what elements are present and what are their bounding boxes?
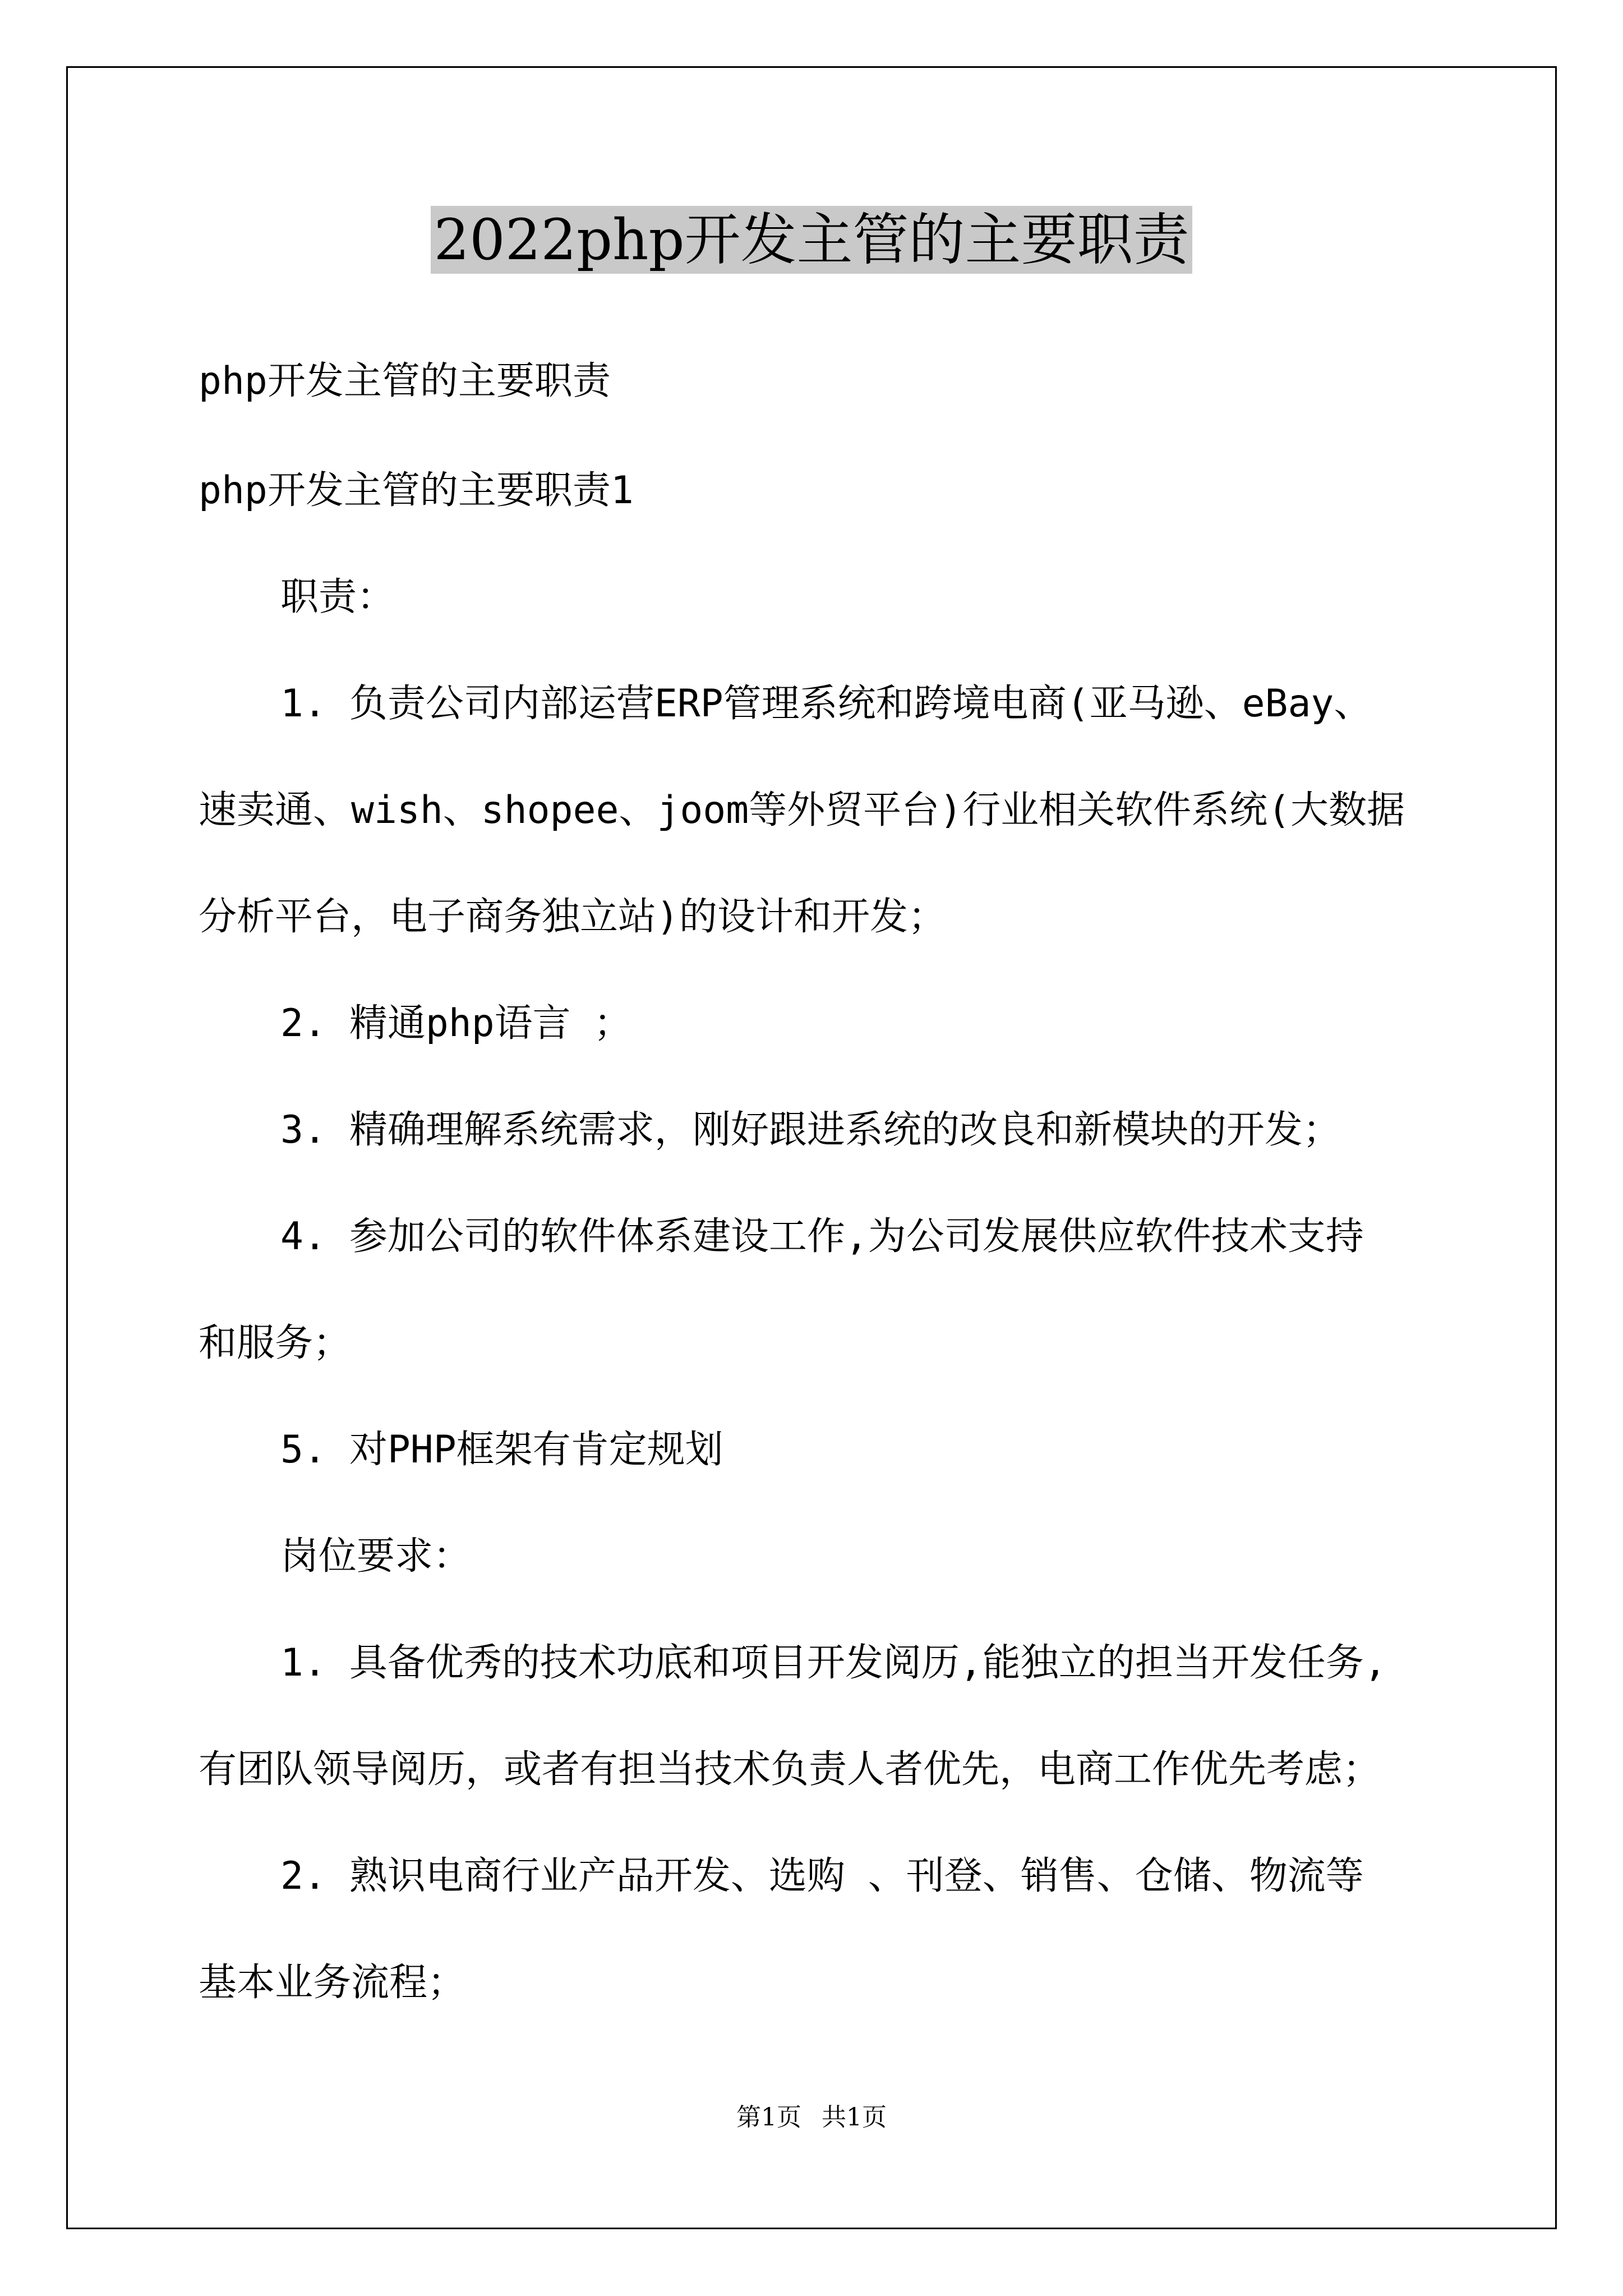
- doc-line: 基本业务流程；: [199, 1961, 466, 2005]
- page-number-current: 第1页: [736, 2103, 801, 2132]
- doc-line: 分析平台，电子商务独立站)的设计和开发；: [199, 895, 946, 939]
- page-footer: [0, 2101, 1623, 2134]
- doc-line: 5. 对PHP框架有肯定规划: [280, 1428, 723, 1472]
- doc-line: 有团队领导阅历，或者有担当技术负责人者优先，电商工作优先考虑；: [199, 1747, 1381, 1792]
- doc-line: 速卖通、wish、shopee、joom等外贸平台)行业相关软件系统(大数据: [199, 788, 1405, 832]
- doc-line-heading: php开发主管的主要职责: [199, 359, 611, 403]
- doc-line: 4. 参加公司的软件体系建设工作,为公司发展供应软件技术支持: [280, 1214, 1364, 1259]
- doc-line: 1. 具备优秀的技术功底和项目开发阅历,能独立的担当开发任务,: [280, 1641, 1387, 1685]
- doc-line-section-requirements: 岗位要求：: [280, 1534, 472, 1579]
- document-title: [0, 201, 1623, 279]
- title-text: 2022php开发主管的主要职责: [431, 206, 1193, 274]
- doc-line: 3. 精确理解系统需求，刚好跟进系统的改良和新模块的开发；: [280, 1108, 1341, 1152]
- page-number-total: 共1页: [822, 2103, 887, 2132]
- doc-line-subheading: php开发主管的主要职责1: [199, 468, 634, 513]
- doc-line: 2. 精通php语言 ；: [280, 1001, 632, 1046]
- doc-line: 1. 负责公司内部运营ERP管理系统和跨境电商(亚马逊、eBay、: [280, 682, 1372, 726]
- doc-line-section-duties: 职责：: [280, 575, 395, 619]
- doc-line: 2. 熟识电商行业产品开发、选购 、刊登、销售、仓储、物流等: [280, 1854, 1364, 1898]
- doc-line: 和服务；: [199, 1321, 352, 1365]
